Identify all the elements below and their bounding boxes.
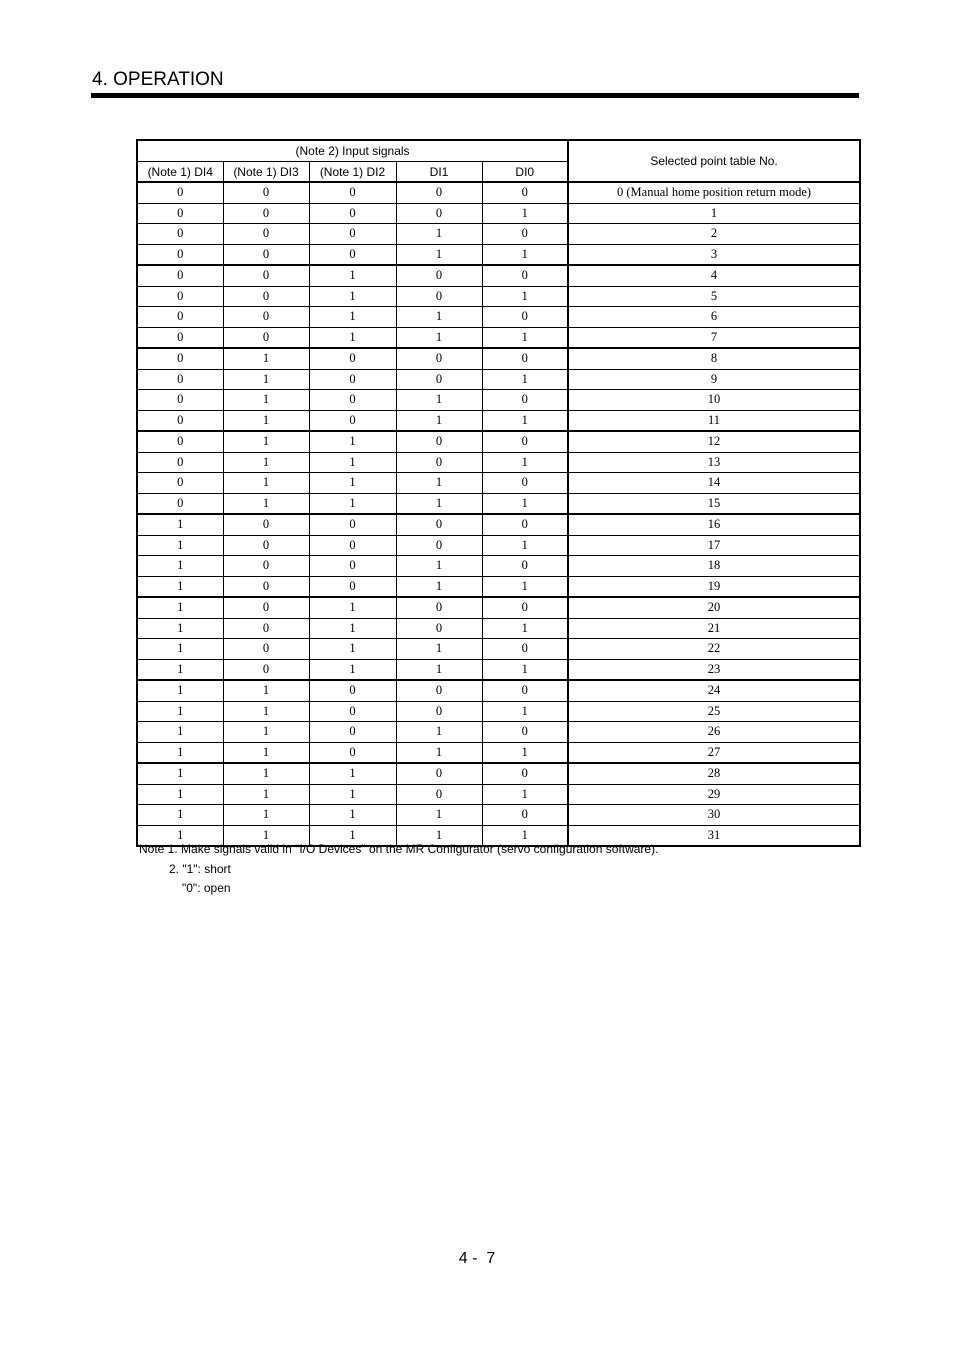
- cell-di4: 0: [137, 182, 223, 203]
- table-row: [137, 390, 860, 411]
- column-header-di1: DI1: [396, 162, 482, 183]
- cell-di1: 1: [396, 410, 482, 431]
- cell-di3: 1: [223, 473, 309, 494]
- cell-di0: 0: [482, 307, 568, 328]
- cell-di3: 0: [223, 659, 309, 680]
- cell-di4: 1: [137, 680, 223, 701]
- cell-di1: 1: [396, 659, 482, 680]
- cell-di4: 0: [137, 307, 223, 328]
- cell-di2: 0: [309, 556, 396, 577]
- cell-di1: 1: [396, 556, 482, 577]
- cell-di1: 0: [396, 535, 482, 556]
- selected-point-table-header: Selected point table No.: [568, 140, 860, 182]
- cell-di4: 0: [137, 410, 223, 431]
- cell-di1: 0: [396, 597, 482, 618]
- cell-di0: 0: [482, 182, 568, 203]
- cell-selected-point-table: 7: [568, 327, 860, 348]
- cell-di4: 0: [137, 473, 223, 494]
- cell-di2: 1: [309, 493, 396, 514]
- notes: [139, 840, 658, 899]
- cell-selected-point-table: 13: [568, 452, 860, 473]
- cell-selected-point-table: 9: [568, 369, 860, 390]
- cell-di2: 1: [309, 327, 396, 348]
- cell-di0: 1: [482, 576, 568, 597]
- cell-di3: 1: [223, 452, 309, 473]
- cell-selected-point-table: 2: [568, 224, 860, 245]
- cell-di2: 1: [309, 659, 396, 680]
- cell-di3: 1: [223, 825, 309, 846]
- cell-di1: 1: [396, 805, 482, 826]
- table-row: [137, 224, 860, 245]
- cell-di0: 0: [482, 556, 568, 577]
- cell-di3: 1: [223, 784, 309, 805]
- cell-di3: 1: [223, 722, 309, 743]
- cell-di2: 1: [309, 286, 396, 307]
- cell-selected-point-table: 19: [568, 576, 860, 597]
- cell-di2: 1: [309, 639, 396, 660]
- point-table-selection-table: [136, 139, 861, 847]
- table-row: [137, 244, 860, 265]
- cell-selected-point-table: 26: [568, 722, 860, 743]
- cell-di3: 1: [223, 805, 309, 826]
- cell-di1: 1: [396, 639, 482, 660]
- column-header-di0: DI0: [482, 162, 568, 183]
- cell-di2: 1: [309, 763, 396, 784]
- cell-di4: 0: [137, 327, 223, 348]
- cell-di1: 0: [396, 182, 482, 203]
- cell-di4: 1: [137, 825, 223, 846]
- cell-di2: 0: [309, 701, 396, 722]
- cell-di1: 0: [396, 265, 482, 286]
- cell-selected-point-table: 5: [568, 286, 860, 307]
- cell-selected-point-table: 16: [568, 514, 860, 535]
- cell-di1: 0: [396, 514, 482, 535]
- cell-di2: 0: [309, 410, 396, 431]
- cell-di2: 1: [309, 452, 396, 473]
- table-row: [137, 514, 860, 535]
- table-row: [137, 535, 860, 556]
- column-header-di4: (Note 1) DI4: [137, 162, 223, 183]
- cell-di2: 0: [309, 224, 396, 245]
- cell-di4: 0: [137, 369, 223, 390]
- table-row: [137, 805, 860, 826]
- cell-di4: 1: [137, 722, 223, 743]
- cell-selected-point-table: 20: [568, 597, 860, 618]
- table-row: [137, 348, 860, 369]
- cell-di3: 1: [223, 369, 309, 390]
- cell-di1: 1: [396, 307, 482, 328]
- cell-selected-point-table: 29: [568, 784, 860, 805]
- cell-di3: 0: [223, 244, 309, 265]
- cell-di2: 0: [309, 742, 396, 763]
- cell-selected-point-table: 23: [568, 659, 860, 680]
- cell-di3: 0: [223, 265, 309, 286]
- cell-di1: 0: [396, 369, 482, 390]
- cell-selected-point-table: 18: [568, 556, 860, 577]
- cell-di0: 0: [482, 390, 568, 411]
- cell-di1: 0: [396, 203, 482, 224]
- cell-di4: 0: [137, 390, 223, 411]
- cell-di1: 0: [396, 784, 482, 805]
- table-row: [137, 452, 860, 473]
- column-header-di3: (Note 1) DI3: [223, 162, 309, 183]
- table-row: [137, 203, 860, 224]
- cell-di1: 0: [396, 431, 482, 452]
- cell-di1: 1: [396, 473, 482, 494]
- cell-di0: 0: [482, 265, 568, 286]
- cell-di4: 1: [137, 597, 223, 618]
- cell-di1: 0: [396, 763, 482, 784]
- cell-selected-point-table: 1: [568, 203, 860, 224]
- table-row: [137, 722, 860, 743]
- cell-selected-point-table: 6: [568, 307, 860, 328]
- table-row: [137, 182, 860, 203]
- table-row: [137, 410, 860, 431]
- cell-di0: 0: [482, 224, 568, 245]
- cell-di1: 1: [396, 742, 482, 763]
- cell-di0: 1: [482, 825, 568, 846]
- cell-di3: 1: [223, 410, 309, 431]
- cell-di4: 0: [137, 286, 223, 307]
- cell-di0: 1: [482, 784, 568, 805]
- cell-di0: 1: [482, 452, 568, 473]
- cell-di2: 0: [309, 576, 396, 597]
- cell-di0: 0: [482, 514, 568, 535]
- note-2-continued: "0": open: [182, 881, 231, 895]
- cell-di4: 1: [137, 784, 223, 805]
- cell-di1: 1: [396, 825, 482, 846]
- cell-selected-point-table: 14: [568, 473, 860, 494]
- cell-di3: 1: [223, 763, 309, 784]
- cell-di1: 1: [396, 722, 482, 743]
- cell-di0: 0: [482, 639, 568, 660]
- cell-selected-point-table: 24: [568, 680, 860, 701]
- cell-di4: 1: [137, 742, 223, 763]
- cell-selected-point-table: 22: [568, 639, 860, 660]
- cell-di4: 1: [137, 576, 223, 597]
- cell-di4: 1: [137, 618, 223, 639]
- cell-di0: 1: [482, 244, 568, 265]
- table-row: [137, 763, 860, 784]
- cell-selected-point-table: 15: [568, 493, 860, 514]
- cell-di4: 1: [137, 659, 223, 680]
- table-row: [137, 639, 860, 660]
- cell-di0: 1: [482, 742, 568, 763]
- cell-di3: 0: [223, 639, 309, 660]
- cell-selected-point-table: 10: [568, 390, 860, 411]
- table-row: [137, 493, 860, 514]
- cell-di1: 1: [396, 390, 482, 411]
- cell-di0: 0: [482, 763, 568, 784]
- cell-di0: 1: [482, 701, 568, 722]
- cell-di0: 0: [482, 597, 568, 618]
- cell-di0: 1: [482, 327, 568, 348]
- cell-di0: 1: [482, 535, 568, 556]
- cell-selected-point-table: 4: [568, 265, 860, 286]
- cell-selected-point-table: 28: [568, 763, 860, 784]
- cell-di4: 1: [137, 535, 223, 556]
- cell-di2: 1: [309, 597, 396, 618]
- cell-di3: 0: [223, 514, 309, 535]
- cell-di4: 1: [137, 763, 223, 784]
- cell-di4: 0: [137, 224, 223, 245]
- table-row: [137, 431, 860, 452]
- cell-di1: 0: [396, 701, 482, 722]
- cell-selected-point-table: 12: [568, 431, 860, 452]
- cell-di1: 0: [396, 618, 482, 639]
- cell-di2: 0: [309, 244, 396, 265]
- cell-di4: 1: [137, 701, 223, 722]
- cell-di2: 0: [309, 390, 396, 411]
- cell-di2: 0: [309, 680, 396, 701]
- cell-di2: 1: [309, 825, 396, 846]
- cell-di2: 1: [309, 618, 396, 639]
- cell-di3: 1: [223, 493, 309, 514]
- cell-di3: 0: [223, 597, 309, 618]
- cell-di4: 0: [137, 348, 223, 369]
- cell-di2: 1: [309, 784, 396, 805]
- cell-di0: 0: [482, 431, 568, 452]
- cell-di2: 0: [309, 514, 396, 535]
- cell-di4: 0: [137, 265, 223, 286]
- table-row: [137, 597, 860, 618]
- cell-di2: 1: [309, 431, 396, 452]
- input-signals-header: (Note 2) Input signals: [137, 140, 568, 162]
- cell-di0: 1: [482, 618, 568, 639]
- cell-di3: 1: [223, 431, 309, 452]
- cell-selected-point-table: 11: [568, 410, 860, 431]
- column-header-di2: (Note 1) DI2: [309, 162, 396, 183]
- cell-di0: 1: [482, 659, 568, 680]
- cell-di3: 0: [223, 556, 309, 577]
- cell-di3: 0: [223, 618, 309, 639]
- cell-di2: 1: [309, 307, 396, 328]
- note-1: Note 1. Make signals valid in "I/O Devices" on the MR Configurator (servo configuration software).: [139, 842, 659, 856]
- cell-di1: 0: [396, 286, 482, 307]
- cell-di3: 0: [223, 224, 309, 245]
- cell-selected-point-table: 0 (Manual home position return mode): [568, 182, 860, 203]
- table-row: [137, 659, 860, 680]
- cell-di1: 1: [396, 576, 482, 597]
- cell-di3: 0: [223, 576, 309, 597]
- cell-selected-point-table: 25: [568, 701, 860, 722]
- cell-di4: 1: [137, 514, 223, 535]
- cell-di2: 0: [309, 203, 396, 224]
- cell-di1: 0: [396, 680, 482, 701]
- cell-di1: 1: [396, 493, 482, 514]
- table-row: [137, 369, 860, 390]
- cell-di2: 0: [309, 369, 396, 390]
- cell-di4: 1: [137, 639, 223, 660]
- cell-di3: 1: [223, 348, 309, 369]
- table-row: [137, 784, 860, 805]
- cell-di4: 0: [137, 431, 223, 452]
- cell-di1: 0: [396, 348, 482, 369]
- cell-di3: 0: [223, 182, 309, 203]
- note-2: 2. "1": short: [169, 861, 231, 876]
- cell-di3: 0: [223, 307, 309, 328]
- cell-di2: 0: [309, 182, 396, 203]
- cell-di0: 0: [482, 680, 568, 701]
- cell-di0: 1: [482, 369, 568, 390]
- cell-di4: 0: [137, 244, 223, 265]
- table-row: [137, 327, 860, 348]
- table-row: [137, 576, 860, 597]
- section-title: 4. OPERATION: [92, 69, 224, 90]
- cell-di4: 1: [137, 805, 223, 826]
- cell-di3: 1: [223, 680, 309, 701]
- cell-di0: 1: [482, 410, 568, 431]
- cell-di3: 0: [223, 203, 309, 224]
- cell-selected-point-table: 21: [568, 618, 860, 639]
- cell-di0: 0: [482, 805, 568, 826]
- cell-di1: 1: [396, 224, 482, 245]
- cell-di4: 0: [137, 493, 223, 514]
- cell-di0: 0: [482, 722, 568, 743]
- cell-di2: 0: [309, 722, 396, 743]
- cell-selected-point-table: 30: [568, 805, 860, 826]
- cell-selected-point-table: 31: [568, 825, 860, 846]
- cell-di3: 1: [223, 390, 309, 411]
- title-rule: [91, 93, 859, 98]
- cell-di3: 0: [223, 535, 309, 556]
- cell-di0: 1: [482, 286, 568, 307]
- cell-di4: 0: [137, 452, 223, 473]
- table-row: [137, 307, 860, 328]
- page-number: 4 - 7: [458, 1250, 496, 1267]
- cell-selected-point-table: 17: [568, 535, 860, 556]
- cell-di0: 1: [482, 203, 568, 224]
- cell-di4: 1: [137, 556, 223, 577]
- table-row: [137, 680, 860, 701]
- cell-di3: 0: [223, 327, 309, 348]
- cell-di1: 1: [396, 327, 482, 348]
- table-body: [137, 182, 860, 846]
- cell-di2: 0: [309, 535, 396, 556]
- cell-selected-point-table: 27: [568, 742, 860, 763]
- cell-di2: 1: [309, 805, 396, 826]
- table-row: [137, 556, 860, 577]
- cell-di0: 0: [482, 473, 568, 494]
- cell-di3: 1: [223, 701, 309, 722]
- cell-di0: 0: [482, 348, 568, 369]
- cell-selected-point-table: 8: [568, 348, 860, 369]
- cell-di1: 0: [396, 452, 482, 473]
- cell-di3: 0: [223, 286, 309, 307]
- table-row: [137, 286, 860, 307]
- cell-di0: 1: [482, 493, 568, 514]
- cell-di2: 1: [309, 265, 396, 286]
- table-row: [137, 473, 860, 494]
- cell-di1: 1: [396, 244, 482, 265]
- table-row: [137, 701, 860, 722]
- cell-di2: 1: [309, 473, 396, 494]
- table-row: [137, 265, 860, 286]
- cell-di2: 0: [309, 348, 396, 369]
- cell-selected-point-table: 3: [568, 244, 860, 265]
- table-row: [137, 742, 860, 763]
- table-row: [137, 618, 860, 639]
- cell-di4: 0: [137, 203, 223, 224]
- cell-di3: 1: [223, 742, 309, 763]
